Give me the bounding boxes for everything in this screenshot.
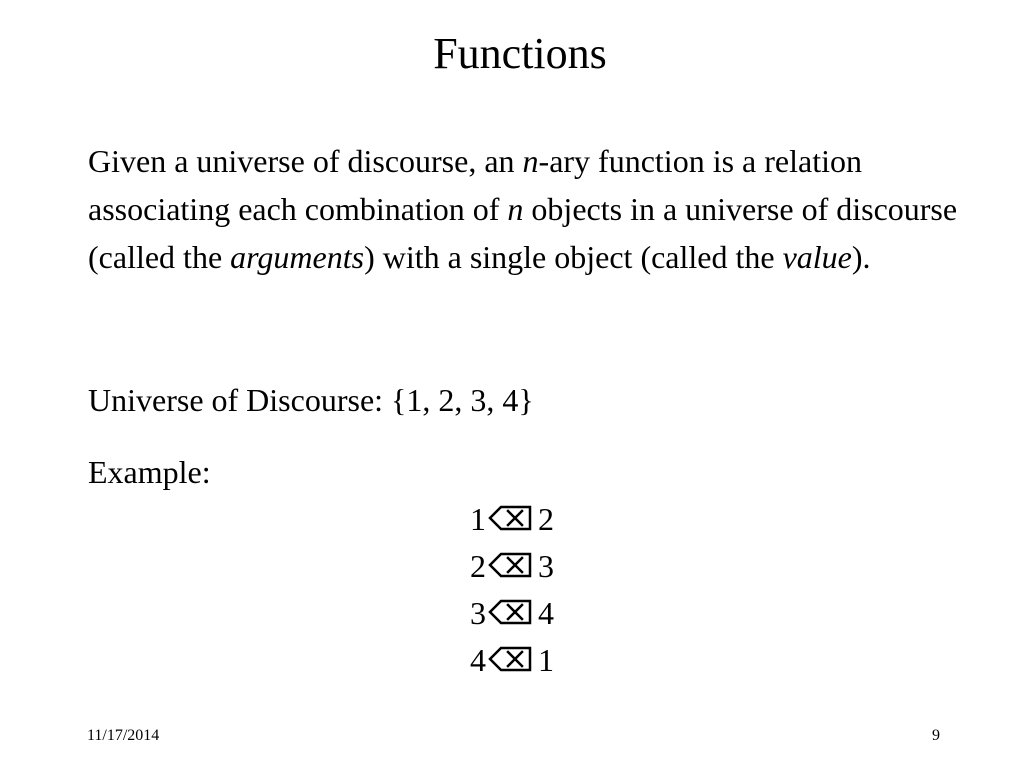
mapping-to: 2 xyxy=(538,501,554,537)
paragraph-segment-italic: n xyxy=(522,143,539,179)
function-mapping-list xyxy=(470,496,554,684)
clear-key-icon xyxy=(488,599,532,625)
paragraph-segment-italic: n xyxy=(507,191,524,227)
paragraph-segment: ). xyxy=(851,239,871,275)
mapping-to: 4 xyxy=(538,595,554,631)
footer-date: 11/17/2014 xyxy=(87,727,160,744)
mapping-from: 4 xyxy=(470,642,486,678)
slide-title: Functions xyxy=(433,29,607,78)
mapping-row xyxy=(470,496,554,543)
clear-key-icon xyxy=(488,552,532,578)
mapping-from: 2 xyxy=(470,548,486,584)
mapping-to: 3 xyxy=(538,548,554,584)
mapping-from: 1 xyxy=(470,501,486,537)
mapping-row xyxy=(470,590,554,637)
paragraph-segment: Given a universe of discourse, an xyxy=(88,143,523,179)
paragraph-segment-italic: value xyxy=(782,239,852,275)
universe-of-discourse-line: Universe of Discourse: {1, 2, 3, 4} xyxy=(88,382,534,418)
mapping-from: 3 xyxy=(470,595,486,631)
paragraph-segment: ) with a single object (called the xyxy=(364,239,783,275)
mapping-row xyxy=(470,637,554,684)
clear-key-icon xyxy=(488,646,532,672)
paragraph-segment: objects in a universe of discourse (called the xyxy=(88,191,958,275)
mapping-row xyxy=(470,543,554,590)
clear-key-icon xyxy=(488,505,532,531)
footer-page-number: 9 xyxy=(932,727,940,744)
mapping-to: 1 xyxy=(538,642,554,678)
paragraph-segment-italic: arguments xyxy=(230,239,365,275)
definition-paragraph xyxy=(88,137,968,281)
paragraph-segment: -ary function is a relation associating each combination of xyxy=(88,143,862,227)
example-label: Example: xyxy=(88,454,211,490)
